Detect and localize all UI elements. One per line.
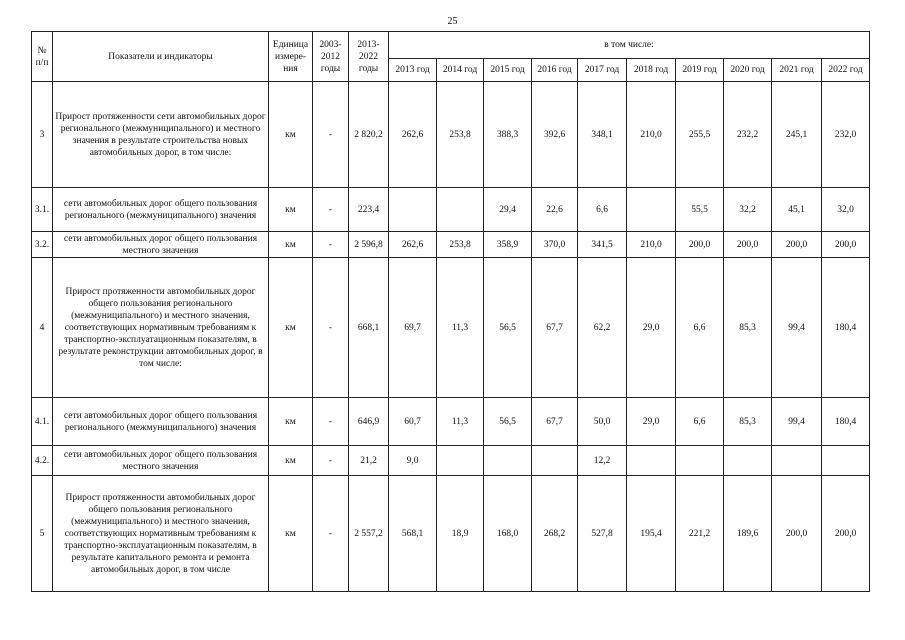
- header-year: 2016 год: [532, 59, 578, 82]
- year-value: 200,0: [724, 232, 772, 258]
- table-row: [32, 476, 870, 592]
- year-value: 168,0: [484, 476, 532, 592]
- year-value: 6,6: [578, 188, 627, 232]
- table-row: [32, 232, 870, 258]
- year-value: 29,0: [627, 398, 676, 446]
- year-value: 60,7: [389, 398, 437, 446]
- year-value: 32,0: [822, 188, 870, 232]
- year-value: [772, 446, 822, 476]
- row-number: 4.2.: [32, 446, 53, 476]
- year-value: 11,3: [437, 258, 484, 398]
- year-value: 370,0: [532, 232, 578, 258]
- year-value: 348,1: [578, 82, 627, 188]
- value-2003-2012: -: [313, 476, 349, 592]
- header-year: 2017 год: [578, 59, 627, 82]
- indicator-text: Прирост протяженности автомобильных дорог общего пользования регионального (межмуниципального) и местного значения, соответствующих нормативным требованиям к транспортно-эксплуатационным показателям, в результате реконструкции автомобильных дорог, в том числе:: [53, 258, 269, 398]
- value-2013-2022: 2 820,2: [349, 82, 389, 188]
- year-value: 200,0: [676, 232, 724, 258]
- row-number: 3: [32, 82, 53, 188]
- year-value: 9,0: [389, 446, 437, 476]
- year-value: 262,6: [389, 232, 437, 258]
- year-value: 55,5: [676, 188, 724, 232]
- year-value: 232,0: [822, 82, 870, 188]
- year-value: 69,7: [389, 258, 437, 398]
- row-number: 3.2.: [32, 232, 53, 258]
- year-value: [437, 188, 484, 232]
- year-value: 255,5: [676, 82, 724, 188]
- indicator-text: сети автомобильных дорог общего пользования регионального (межмуниципального) значения: [53, 188, 269, 232]
- year-value: 56,5: [484, 398, 532, 446]
- header-unit: Единица измере-ния: [269, 32, 313, 82]
- year-value: 180,4: [822, 398, 870, 446]
- year-value: 388,3: [484, 82, 532, 188]
- year-value: 12,2: [578, 446, 627, 476]
- year-value: [676, 446, 724, 476]
- table-row: [32, 446, 870, 476]
- year-value: 22,6: [532, 188, 578, 232]
- indicators-table: [31, 31, 870, 592]
- year-value: 99,4: [772, 398, 822, 446]
- row-number: 5: [32, 476, 53, 592]
- year-value: 67,7: [532, 398, 578, 446]
- value-2013-2022: 646,9: [349, 398, 389, 446]
- unit-cell: км: [269, 82, 313, 188]
- header-year: 2021 год: [772, 59, 822, 82]
- year-value: 67,7: [532, 258, 578, 398]
- unit-cell: км: [269, 476, 313, 592]
- indicator-text: Прирост протяженности сети автомобильных дорог регионального (межмуниципального) и местного значения в результате строительства новых автомобильных дорог, в том числе:: [53, 82, 269, 188]
- unit-cell: км: [269, 258, 313, 398]
- year-value: 527,8: [578, 476, 627, 592]
- indicator-text: сети автомобильных дорог общего пользования местного значения: [53, 446, 269, 476]
- year-value: 85,3: [724, 258, 772, 398]
- year-value: 200,0: [772, 232, 822, 258]
- value-2013-2022: 2 557,2: [349, 476, 389, 592]
- year-value: 262,6: [389, 82, 437, 188]
- value-2013-2022: 223,4: [349, 188, 389, 232]
- year-value: [437, 446, 484, 476]
- year-value: [627, 446, 676, 476]
- header-year: 2019 год: [676, 59, 724, 82]
- value-2013-2022: 21,2: [349, 446, 389, 476]
- value-2003-2012: -: [313, 398, 349, 446]
- year-value: 341,5: [578, 232, 627, 258]
- year-value: [484, 446, 532, 476]
- year-value: 45,1: [772, 188, 822, 232]
- row-number: 4: [32, 258, 53, 398]
- header-year: 2022 год: [822, 59, 870, 82]
- header-year: 2015 год: [484, 59, 532, 82]
- year-value: 6,6: [676, 398, 724, 446]
- header-period-2013-2022: 2013-2022 годы: [349, 32, 389, 82]
- year-value: 180,4: [822, 258, 870, 398]
- year-value: 85,3: [724, 398, 772, 446]
- table-row: [32, 188, 870, 232]
- year-value: 268,2: [532, 476, 578, 592]
- year-value: 253,8: [437, 232, 484, 258]
- unit-cell: км: [269, 232, 313, 258]
- year-value: 392,6: [532, 82, 578, 188]
- year-value: 210,0: [627, 82, 676, 188]
- value-2013-2022: 668,1: [349, 258, 389, 398]
- header-indicator: Показатели и индикаторы: [53, 32, 269, 82]
- year-value: 200,0: [822, 476, 870, 592]
- year-value: 210,0: [627, 232, 676, 258]
- year-value: [724, 446, 772, 476]
- year-value: [822, 446, 870, 476]
- year-value: [627, 188, 676, 232]
- year-value: 200,0: [822, 232, 870, 258]
- year-value: 50,0: [578, 398, 627, 446]
- year-value: 99,4: [772, 258, 822, 398]
- value-2003-2012: -: [313, 258, 349, 398]
- value-2013-2022: 2 596,8: [349, 232, 389, 258]
- year-value: 6,6: [676, 258, 724, 398]
- page-number: 25: [447, 16, 458, 27]
- value-2003-2012: -: [313, 446, 349, 476]
- table-row: [32, 82, 870, 188]
- header-period-2003-2012: 2003-2012 годы: [313, 32, 349, 82]
- year-value: 232,2: [724, 82, 772, 188]
- row-number: 3.1.: [32, 188, 53, 232]
- header-num: № п/п: [32, 32, 53, 82]
- year-value: 29,4: [484, 188, 532, 232]
- year-value: [389, 188, 437, 232]
- header-year: 2013 год: [389, 59, 437, 82]
- header-year: 2018 год: [627, 59, 676, 82]
- value-2003-2012: -: [313, 188, 349, 232]
- year-value: 195,4: [627, 476, 676, 592]
- indicator-text: сети автомобильных дорог общего пользования регионального (межмуниципального) значения: [53, 398, 269, 446]
- year-value: 18,9: [437, 476, 484, 592]
- header-year: 2020 год: [724, 59, 772, 82]
- table-row: [32, 398, 870, 446]
- indicator-text: сети автомобильных дорог общего пользования местного значения: [53, 232, 269, 258]
- year-value: 358,9: [484, 232, 532, 258]
- year-value: 189,6: [724, 476, 772, 592]
- indicator-text: Прирост протяженности автомобильных дорог общего пользования регионального (межмуниципального) и местного значения, соответствующих нормативным требованиям к транспортно-эксплуатационным показателям, в результате капитального ремонта и ремонта автомобильных дорог, в том числе: [53, 476, 269, 592]
- year-value: 56,5: [484, 258, 532, 398]
- year-value: 253,8: [437, 82, 484, 188]
- year-value: 62,2: [578, 258, 627, 398]
- year-value: 11,3: [437, 398, 484, 446]
- value-2003-2012: -: [313, 82, 349, 188]
- year-value: 32,2: [724, 188, 772, 232]
- table-row: [32, 258, 870, 398]
- year-value: 568,1: [389, 476, 437, 592]
- header-including: в том числе:: [389, 32, 870, 59]
- unit-cell: км: [269, 398, 313, 446]
- year-value: 200,0: [772, 476, 822, 592]
- unit-cell: км: [269, 446, 313, 476]
- year-value: 221,2: [676, 476, 724, 592]
- value-2003-2012: -: [313, 232, 349, 258]
- row-number: 4.1.: [32, 398, 53, 446]
- year-value: 29,0: [627, 258, 676, 398]
- year-value: 245,1: [772, 82, 822, 188]
- header-year: 2014 год: [437, 59, 484, 82]
- year-value: [532, 446, 578, 476]
- unit-cell: км: [269, 188, 313, 232]
